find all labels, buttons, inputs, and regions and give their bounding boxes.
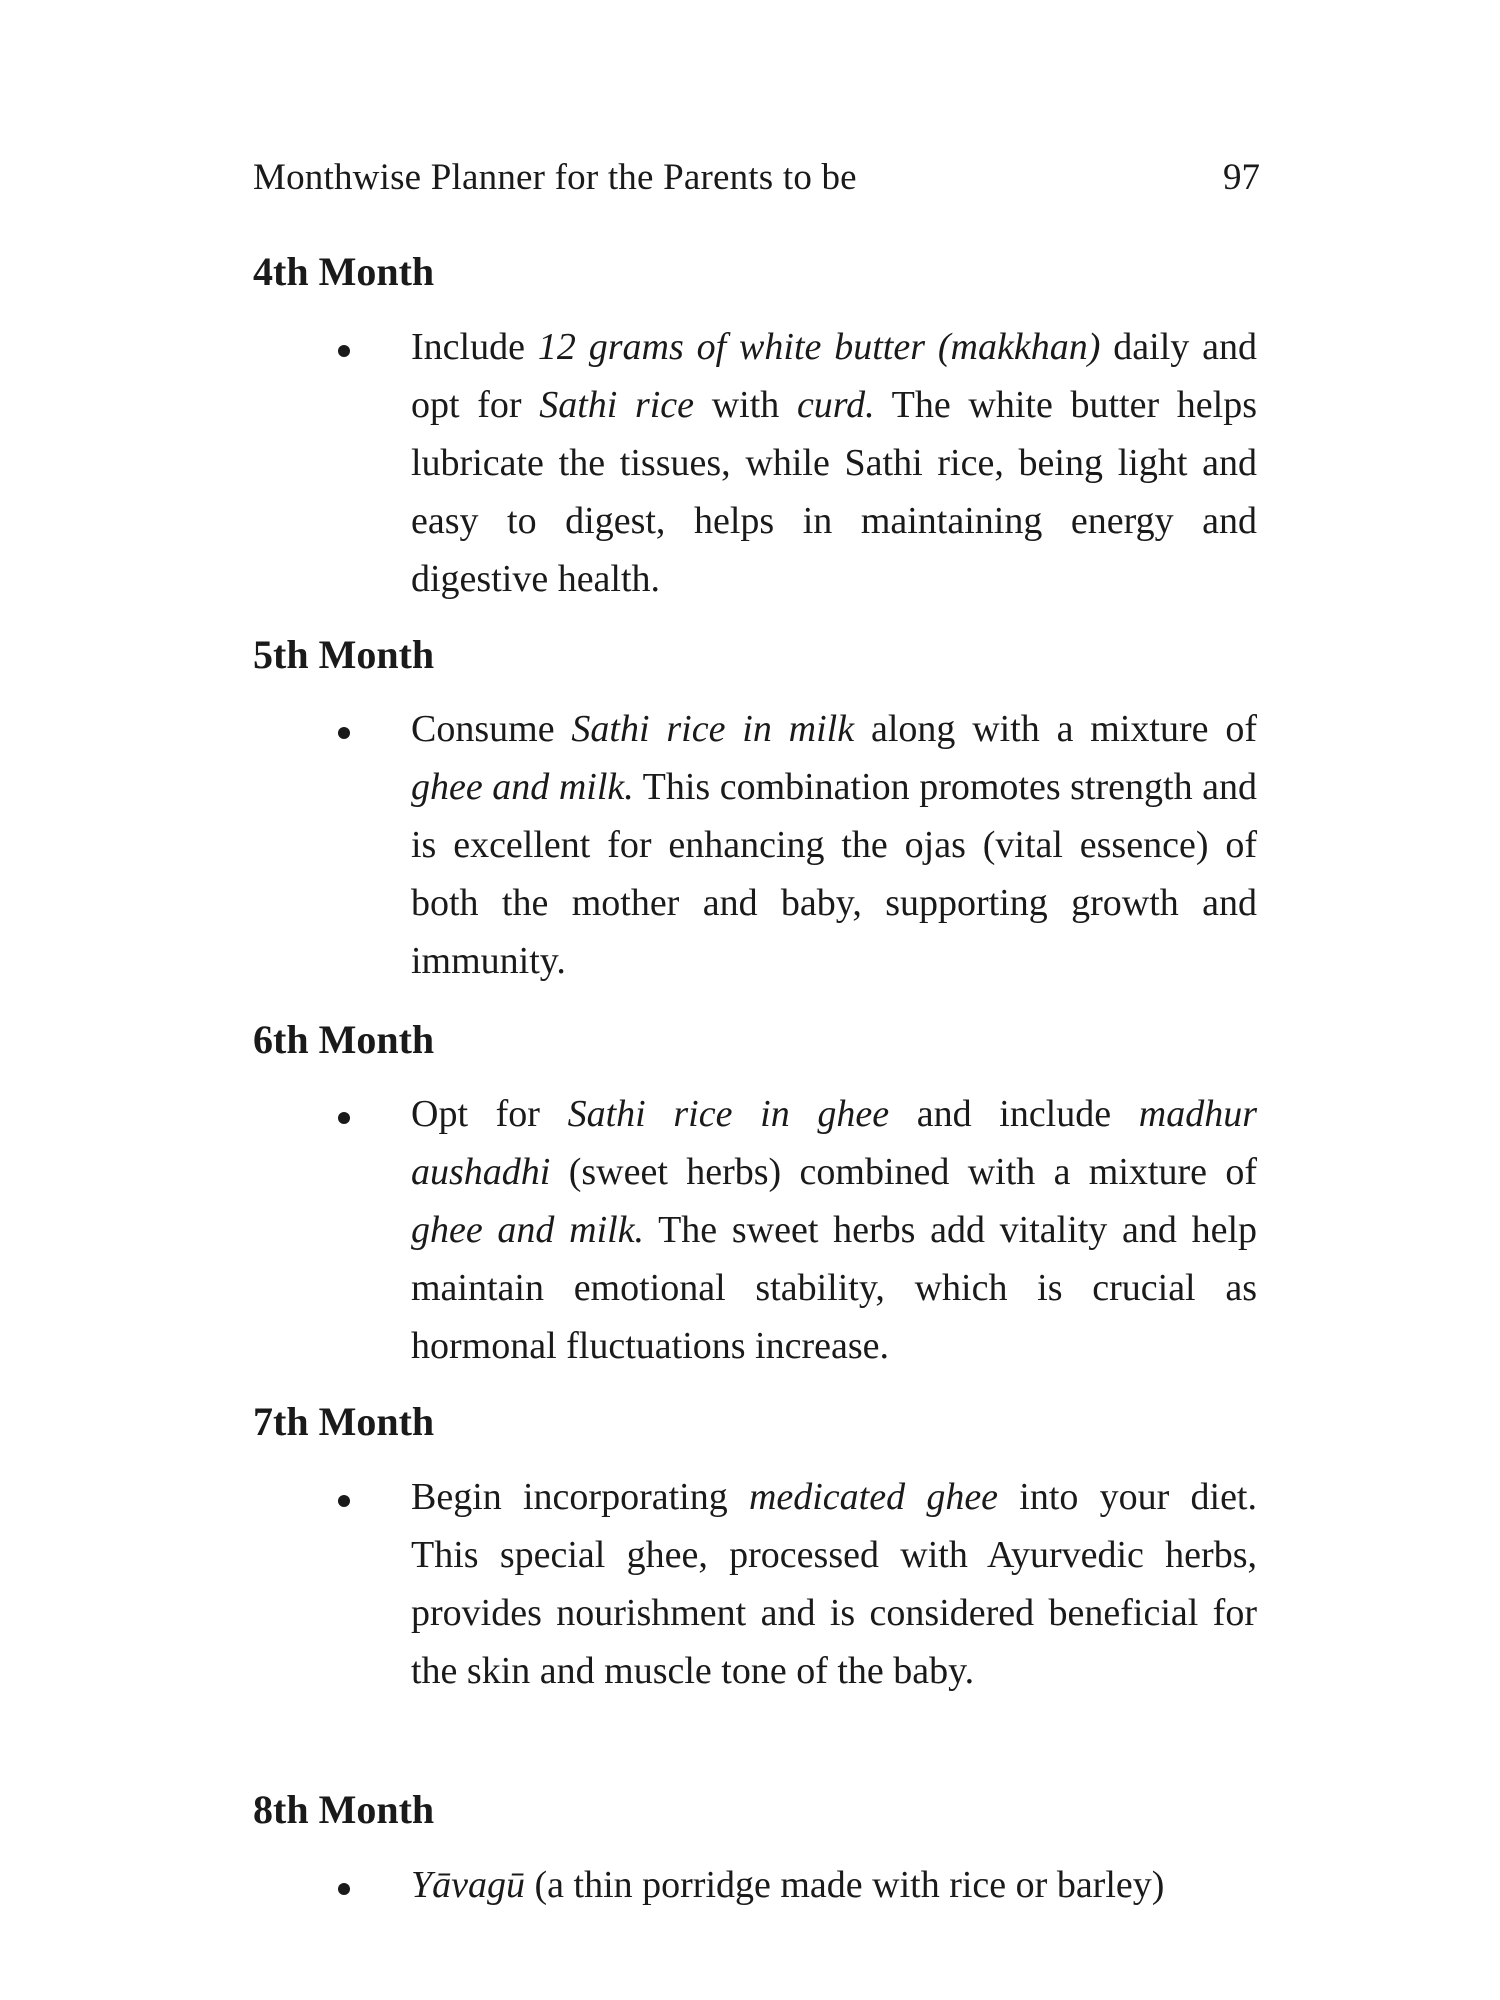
- text-run: This combination promotes strength and is excellent for enhancing the ojas (vital essence) of both the mother and baby, supporting growth and immunity.: [411, 766, 1257, 982]
- italic-term: Sathi rice in ghee: [567, 1093, 890, 1135]
- section-paragraph-7th-month: [411, 1468, 1257, 1700]
- section-paragraph-4th-month: [411, 318, 1257, 608]
- italic-term: medicated ghee: [748, 1476, 999, 1518]
- section-heading-5th-month: 5th Month: [253, 632, 435, 677]
- bullet-icon: [338, 1883, 350, 1895]
- italic-term: Yāvagū: [411, 1864, 525, 1906]
- italic-term: ghee and milk.: [411, 1209, 645, 1251]
- text-run: Opt for: [411, 1093, 568, 1135]
- section-heading-8th-month: 8th Month: [253, 1787, 435, 1832]
- section-heading-4th-month: 4th Month: [253, 249, 435, 294]
- running-header: [253, 148, 1260, 208]
- italic-term: Sathi rice in milk: [571, 708, 855, 750]
- text-run: The white butter helps lubricate the tissues, while Sathi rice, being light and easy to digest, helps in maintaining energy and digestive health.: [411, 384, 1257, 600]
- page-number: 97: [1223, 157, 1260, 198]
- section-paragraph-5th-month: [411, 700, 1257, 990]
- bullet-icon: [338, 345, 350, 357]
- text-run: (sweet herbs) combined with a mixture of: [550, 1151, 1257, 1193]
- text-run: (a thin porridge made with rice or barley): [525, 1864, 1165, 1906]
- section-paragraph-6th-month: [411, 1085, 1257, 1375]
- text-run: Include: [411, 326, 538, 368]
- section-heading-6th-month: 6th Month: [253, 1017, 435, 1062]
- running-title: Monthwise Planner for the Parents to be: [253, 157, 857, 198]
- bullet-icon: [338, 1112, 350, 1124]
- text-run: with: [694, 384, 797, 426]
- text-run: daily and opt for: [411, 326, 1257, 426]
- text-run: Consume: [411, 708, 572, 750]
- italic-term: ghee and milk.: [411, 766, 634, 808]
- text-run: The sweet herbs add vitality and help maintain emotional stability, which is crucial as hormonal fluctuations increase.: [411, 1209, 1258, 1367]
- section-paragraph-8th-month: [411, 1856, 1257, 1914]
- section-heading-7th-month: 7th Month: [253, 1399, 435, 1444]
- text-run: and include: [889, 1093, 1139, 1135]
- italic-term: 12 grams of white butter (makkhan): [537, 326, 1101, 368]
- italic-term: madhur aushadhi: [411, 1093, 1257, 1193]
- text-run: along with a mixture of: [854, 708, 1257, 750]
- bullet-icon: [338, 1495, 350, 1507]
- bullet-icon: [338, 727, 350, 739]
- italic-term: Sathi rice: [539, 384, 695, 426]
- text-run: Begin incorporating: [411, 1476, 749, 1518]
- text-run: into your diet. This special ghee, processed with Ayurvedic herbs, provides nourishment and is considered beneficial for the skin and muscle tone of the baby.: [411, 1476, 1257, 1692]
- italic-term: curd.: [796, 384, 875, 426]
